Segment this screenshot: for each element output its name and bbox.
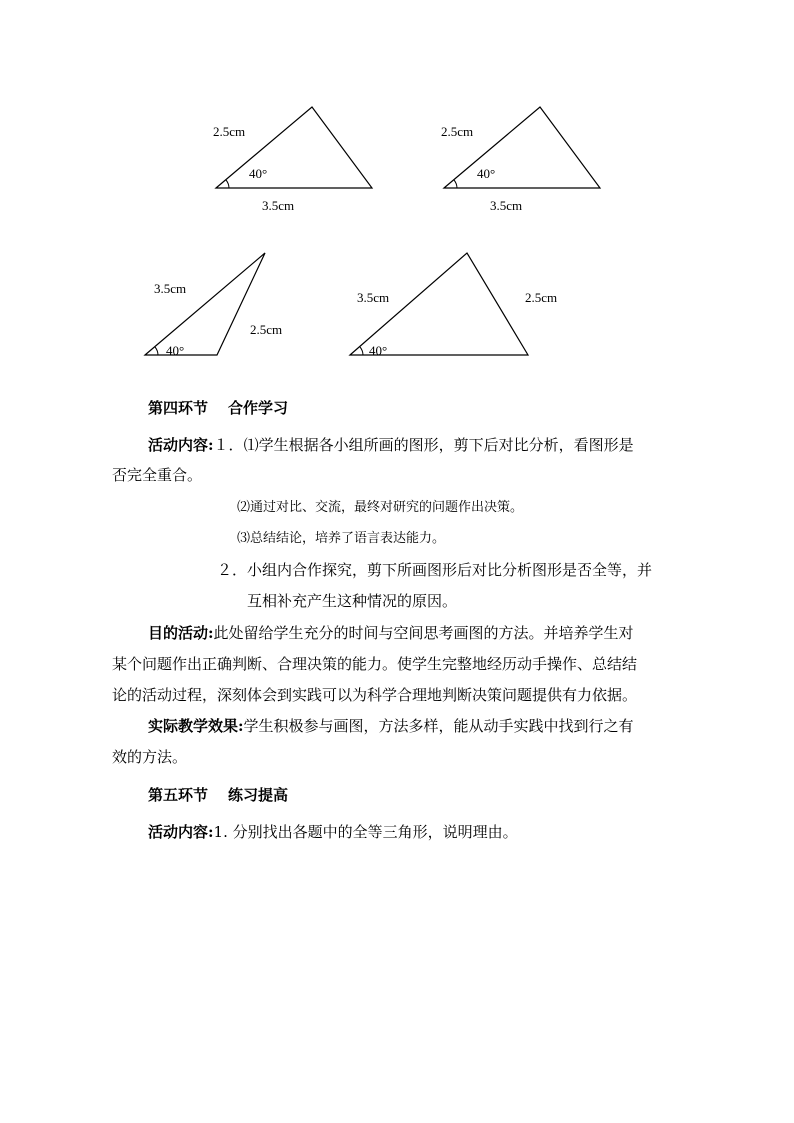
triangle-3-side-c-label: 2.5cm [250, 322, 283, 337]
section4-activity-line1 [148, 435, 634, 455]
section4-item1-line2: 否完全重合。 [112, 466, 203, 484]
triangle-1 [213, 107, 372, 213]
section4-item1-line1: ⑴学生根据各小组所画的图形，剪下后对比分析，看图形是 [243, 436, 634, 454]
triangle-2 [441, 107, 600, 213]
section4-item2-number: ２． [217, 561, 248, 579]
section4-effect-line2: 效的方法。 [112, 748, 188, 766]
triangle-2-angle-label: 40° [477, 166, 496, 181]
section5-item1: 1. 分别找出各题中的全等三角形，说明理由。 [213, 823, 518, 841]
section4-heading-title: 合作学习 [228, 399, 289, 417]
section5-activity-line1 [148, 822, 518, 842]
triangle-2-shape [444, 107, 600, 188]
section5-heading [148, 785, 288, 805]
triangle-3-side-a-label: 3.5cm [154, 281, 187, 296]
section4-effect-label: 实际教学效果: [148, 717, 244, 735]
triangle-3-shape [145, 253, 265, 355]
section4-purpose-text1: 此处留给学生充分的时间与空间思考画图的方法。并培养学生对 [213, 624, 634, 642]
triangle-4-angle-label: 40° [369, 343, 388, 358]
section4-item2-line2: 互相补充产生这种情况的原因。 [247, 592, 458, 610]
section5-heading-number: 第五环节 [148, 786, 209, 804]
section4-effect-line1 [148, 716, 634, 736]
triangle-4-side-c-label: 2.5cm [525, 290, 558, 305]
triangle-1-angle-label: 40° [249, 166, 268, 181]
section5-heading-title: 练习提高 [228, 786, 289, 804]
section4-heading-number: 第四环节 [148, 399, 209, 417]
section4-activity-label: 活动内容: [148, 436, 214, 454]
section4-item1-number: １． [213, 436, 244, 454]
triangle-4-angle-arc [360, 347, 363, 355]
triangle-3-angle-label: 40° [166, 343, 185, 358]
section4-purpose-line1 [148, 623, 634, 643]
section4-item1-sub3: ⑶总结结论，培养了语言表达能力。 [237, 531, 446, 546]
section4-effect-text1: 学生积极参与画图，方法多样，能从动手实践中找到行之有 [243, 717, 634, 735]
section4-item2-line1 [217, 560, 652, 580]
section4-item1-sub2: ⑵通过对比、交流，最终对研究的问题作出决策。 [237, 500, 524, 515]
section4-purpose-line2: 某个问题作出正确判断、合理决策的能力。使学生完整地经历动手操作、总结结 [112, 655, 638, 673]
triangle-1-side-a-label: 2.5cm [213, 124, 246, 139]
section4-purpose-label: 目的活动: [148, 624, 214, 642]
triangle-3-angle-arc [155, 347, 158, 355]
triangle-2-angle-arc [454, 180, 457, 188]
triangle-2-side-b-label: 3.5cm [490, 198, 523, 213]
section4-item2-text: 小组内合作探究，剪下所画图形后对比分析图形是否全等，并 [247, 561, 653, 579]
triangle-1-side-b-label: 3.5cm [262, 198, 295, 213]
section4-purpose-line3: 论的活动过程，深刻体会到实践可以为科学合理地判断决策问题提供有力依据。 [112, 686, 638, 704]
triangle-3 [145, 253, 282, 358]
triangle-1-angle-arc [226, 180, 229, 188]
triangle-1-shape [216, 107, 372, 188]
triangle-figures [0, 0, 794, 380]
section4-heading [148, 398, 288, 418]
triangle-4 [350, 253, 557, 358]
triangle-4-side-a-label: 3.5cm [357, 290, 390, 305]
triangle-2-side-a-label: 2.5cm [441, 124, 474, 139]
section5-activity-label: 活动内容: [148, 823, 214, 841]
